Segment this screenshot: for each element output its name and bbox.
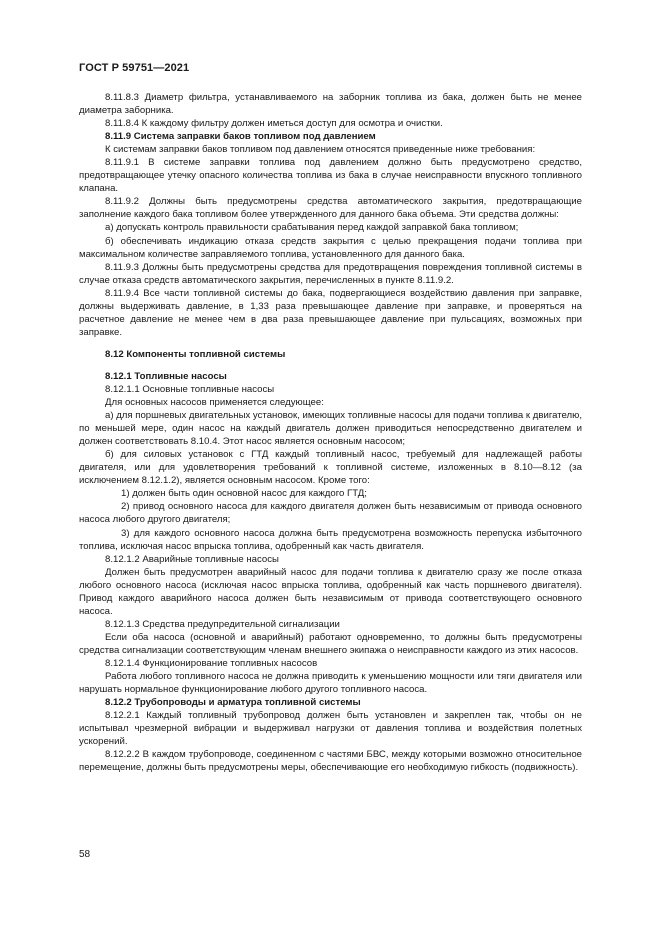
paragraph-8-12-2-1: 8.12.2.1 Каждый топливный трубопровод должен быть установлен и закреплен так, чтобы он не испытывал чрезмерной вибрации и выдерживал нагрузки от давления топлива и воздействия полетных ускорений. — [79, 710, 582, 748]
paragraph-8-11-9-2: 8.11.9.2 Должны быть предусмотрены средства автоматического закрытия, предотвращающие заполнение каждого бака топливом более утвержденного для данного бака объема. Эти средства должны: — [79, 196, 582, 221]
page-number: 58 — [79, 849, 91, 860]
section-heading-8-12: 8.12 Компоненты топливной системы — [105, 348, 286, 360]
list-item-a: а) для поршневых двигательных установок, имеющих топливные насосы для подачи топлива к двигателю, по меньшей мере, один насос на каждый двигатель должен приводиться непосредственно двигателем и должен соответствовать 8.10.4. Этот насос является основным насосом; — [79, 410, 582, 448]
paragraph-8-11-9-4: 8.11.9.4 Все части топливной системы до бака, подвергающиеся воздействию давления при заправке, должны выдерживать давление, в 1,33 раза превышающее давление при заправке, и проверяться на расчетное давление не менее чем в два раза превышающее давление при пульсациях, возможных при заправке. — [79, 287, 582, 338]
subsection-title-8-12-1-2: 8.12.1.2 Аварийные топливные насосы — [105, 553, 279, 565]
paragraph-8-11-8-4: 8.11.8.4 К каждому фильтру должен иметься доступ для осмотра и очистки. — [105, 118, 443, 130]
list-item-2: 2) привод основного насоса для каждого двигателя должен быть независимым от привода основного насоса любого другого двигателя; — [79, 501, 582, 526]
subsection-title-8-12-1-4: 8.12.1.4 Функционирование топливных насосов — [105, 657, 318, 669]
list-item-3: 3) для каждого основного насоса должна быть предусмотрена возможность перепуска избыточного топлива, исключая насос впрыска топлива, одобренный как часть двигателя. — [79, 527, 582, 552]
paragraph-8-11-9-1: 8.11.9.1 В системе заправки топлива под давлением должно быть предусмотрено средство, предотвращающее утечку опасного количества топлива из бака в случае неисправности впускного топливного клапана. — [79, 157, 582, 195]
paragraph-8-11-9-3: 8.11.9.3 Должны быть предусмотрены средства для предотвращения повреждения топливной системы в случае отказа средств автоматического закрытия, перечисленных в пункте 8.11.9.2. — [79, 261, 582, 286]
document-header: ГОСТ Р 59751—2021 — [79, 62, 190, 74]
section-heading-8-11-9: 8.11.9 Система заправки баков топливом под давлением — [105, 131, 376, 143]
list-item-b: б) обеспечивать индикацию отказа средств закрытия с целью прекращения подачи топлива при максимальном количестве заправляемого топлива, установленного для данного бака. — [79, 235, 582, 260]
document-body — [79, 91, 582, 774]
subsection-title-8-12-1-3: 8.12.1.3 Средства предупредительной сигнализации — [105, 618, 340, 630]
section-heading-8-12-2: 8.12.2 Трубопроводы и арматура топливной системы — [105, 697, 361, 709]
paragraph-text: Для основных насосов применяется следующее: — [105, 397, 324, 409]
paragraph-text: Работа любого топливного насоса не должна приводить к уменьшению мощности или тяги двигателя или нарушать нормальное функционирование любого другого топливного насоса. — [79, 671, 582, 696]
paragraph-text: Если оба насоса (основной и аварийный) работают одновременно, то должны быть предусмотрены средства сигнализации соответствующим членам внешнего экипажа о неисправности каждого из этих насосов. — [79, 631, 582, 656]
paragraph-text: К системам заправки баков топливом под давлением относятся приведенные ниже требования: — [105, 144, 536, 156]
paragraph-8-11-8-3: 8.11.8.3 Диаметр фильтра, устанавливаемого на заборник топлива из бака, должен быть не менее диаметра заборника. — [79, 92, 582, 117]
subsection-title-8-12-1-1: 8.12.1.1 Основные топливные насосы — [105, 383, 275, 395]
list-item-a: а) допускать контроль правильности срабатывания перед каждой заправкой бака топливом; — [105, 222, 519, 234]
section-heading-8-12-1: 8.12.1 Топливные насосы — [105, 370, 227, 382]
paragraph-8-12-2-2: 8.12.2.2 В каждом трубопроводе, соединенном с частями БВС, между которыми возможно относительное перемещение, должны быть предусмотрены меры, обеспечивающие его необходимую гибкость (подвижность). — [79, 749, 582, 774]
list-item-1: 1) должен быть один основной насос для каждого ГТД; — [121, 488, 367, 500]
list-item-b: б) для силовых установок с ГТД каждый топливный насос, требуемый для надлежащей работы двигателя, или для удовлетворения требований к топливной системе, изложенных в 8.10—8.12 (за исключением 8.12.1.2), является основным насосом. Кроме того: — [79, 449, 582, 487]
paragraph-text: Должен быть предусмотрен аварийный насос для подачи топлива к двигателю сразу же после отказа любого основного насоса (исключая насос впрыска топлива, одобренный как часть поршневого двигателя). Привод каждого аварийного насоса должен быть независимым от привода соответствующего основного насоса. — [79, 566, 582, 617]
